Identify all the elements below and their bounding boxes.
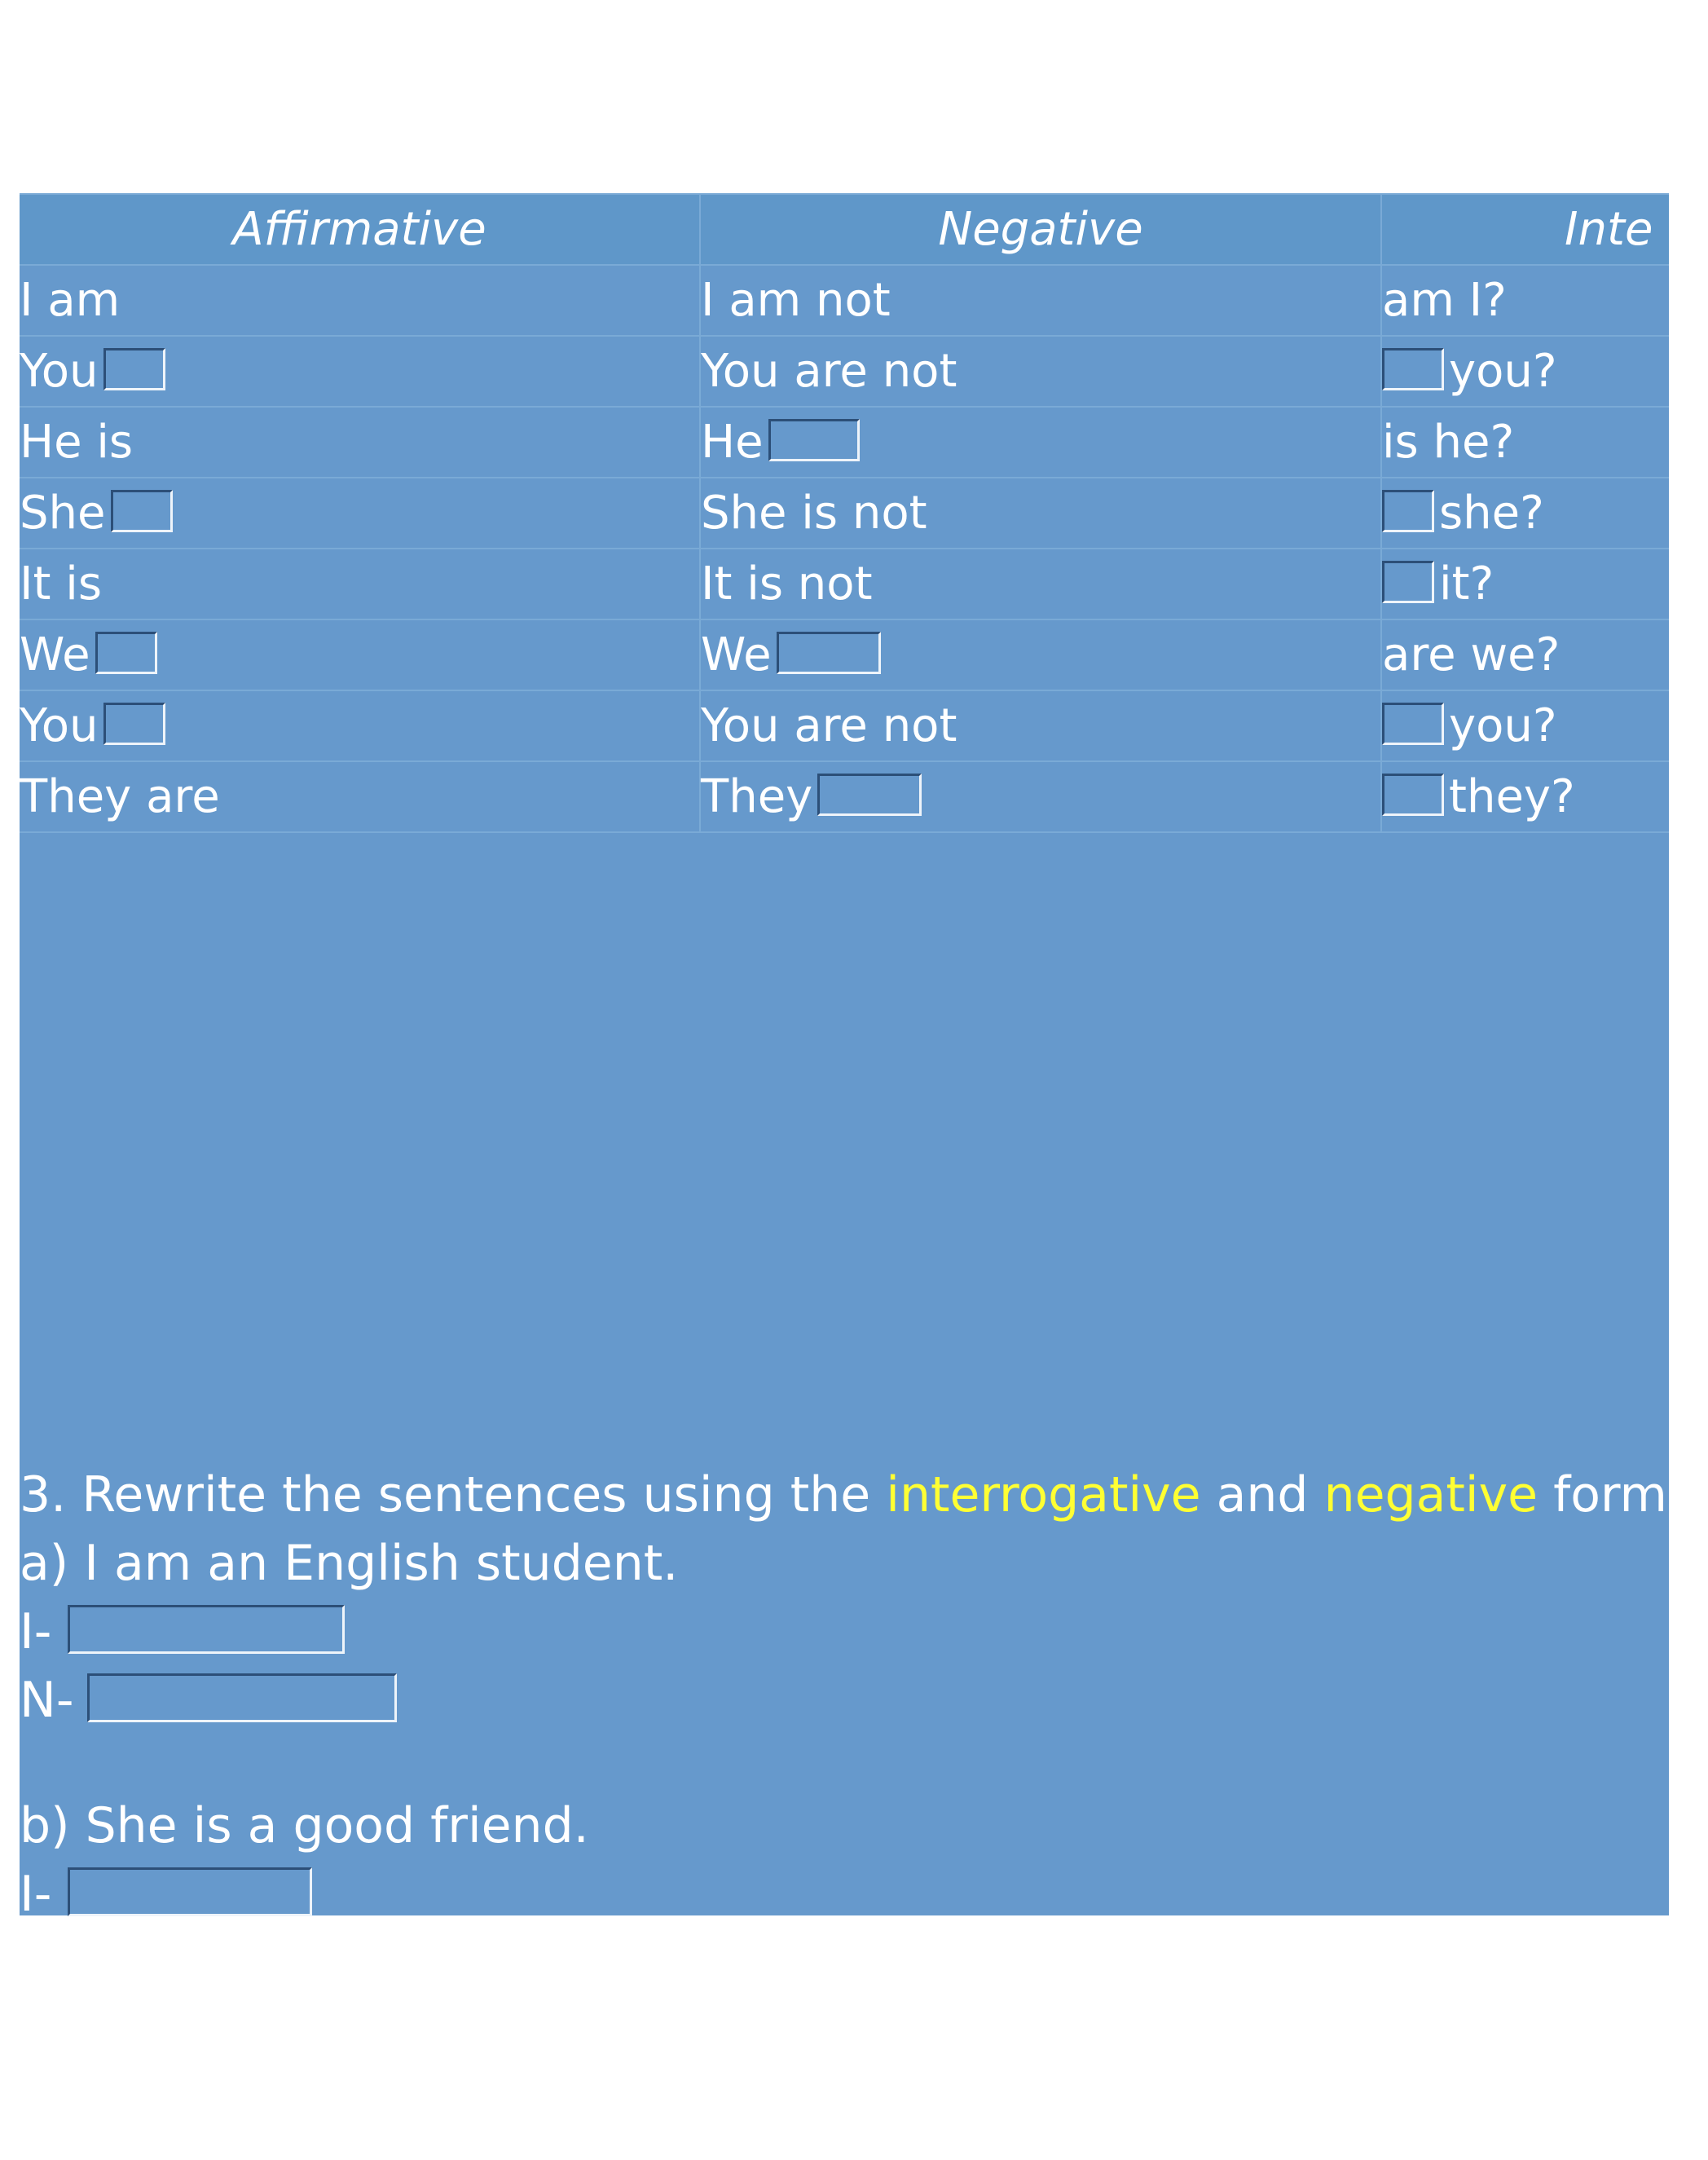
interrogative-text: it? <box>1439 558 1494 611</box>
interrogative-cell <box>1382 266 1669 335</box>
interrogative-cell <box>1382 620 1669 690</box>
instruction-highlight-negative: negative <box>1323 1466 1539 1523</box>
negative-text: I am not <box>701 274 891 327</box>
answer-line-negative <box>20 1666 1669 1735</box>
header-interrogative: Inte <box>1565 203 1653 256</box>
instruction-text: and <box>1200 1466 1324 1523</box>
affirmative-cell <box>20 691 701 760</box>
header-negative: Negative <box>701 195 1382 264</box>
affirmative-cell <box>20 620 701 690</box>
answer-box[interactable] <box>1382 490 1434 532</box>
negative-cell <box>701 762 1382 831</box>
affirmative-text: They are <box>20 770 220 823</box>
instruction-text: forms. <box>1538 1466 1708 1523</box>
answer-box[interactable] <box>103 703 165 745</box>
interrogative-text: are we? <box>1382 628 1561 681</box>
interrogative-cell <box>1382 478 1669 548</box>
affirmative-text: We <box>20 628 90 681</box>
negative-cell <box>701 337 1382 406</box>
affirmative-text: I am <box>20 274 121 327</box>
affirmative-text: It is <box>20 558 103 611</box>
table-row <box>20 549 1669 620</box>
worksheet-panel <box>20 193 1708 1923</box>
affirmative-cell <box>20 408 701 477</box>
answer-label: N- <box>20 1672 74 1729</box>
interrogative-cell <box>1382 408 1669 477</box>
negative-text: He <box>701 416 764 469</box>
negative-text: You are not <box>701 699 957 752</box>
negative-cell <box>701 549 1382 619</box>
negative-text: It is not <box>701 558 873 611</box>
negative-cell <box>701 478 1382 548</box>
answer-box[interactable] <box>1382 348 1444 390</box>
answer-box[interactable] <box>1382 561 1434 603</box>
header-affirmative: Affirmative <box>20 195 701 264</box>
rewrite-exercise <box>20 1461 1708 1929</box>
affirmative-cell <box>20 337 701 406</box>
answer-label: I- <box>20 1603 52 1660</box>
answer-box[interactable] <box>817 774 922 816</box>
table-row <box>20 408 1669 478</box>
affirmative-text: You <box>20 699 99 752</box>
affirmative-text: She <box>20 487 106 540</box>
table-row <box>20 691 1669 762</box>
verb-to-be-table <box>20 193 1669 833</box>
answer-line-interrogative <box>20 1598 1669 1666</box>
affirmative-cell <box>20 266 701 335</box>
negative-text: You are not <box>701 345 957 398</box>
negative-cell <box>701 620 1382 690</box>
interrogative-cell <box>1382 691 1669 760</box>
affirmative-text: He is <box>20 416 134 469</box>
interrogative-text: they? <box>1449 770 1575 823</box>
affirmative-text: You <box>20 345 99 398</box>
answer-box[interactable] <box>103 348 165 390</box>
negative-cell <box>701 691 1382 760</box>
interrogative-cell <box>1382 337 1669 406</box>
spacer <box>20 1735 1669 1792</box>
answer-line-interrogative <box>20 1860 1669 1929</box>
interrogative-text: am I? <box>1382 274 1507 327</box>
negative-text: She is not <box>701 487 927 540</box>
table-row <box>20 266 1669 337</box>
exercise-instruction <box>20 1461 1708 1529</box>
answer-box[interactable] <box>768 419 860 461</box>
table-row <box>20 478 1669 549</box>
negative-text: They <box>701 770 813 823</box>
interrogative-text: is he? <box>1382 416 1515 469</box>
instruction-highlight-interrogative: interrogative <box>886 1466 1201 1523</box>
instruction-text: 3. Rewrite the sentences using the <box>20 1466 887 1523</box>
negative-text: We <box>701 628 772 681</box>
answer-box[interactable] <box>1382 774 1444 816</box>
interrogative-cell <box>1382 762 1669 831</box>
answer-input[interactable] <box>87 1673 397 1722</box>
interrogative-text: she? <box>1439 487 1544 540</box>
exercise-item-b: b) She is a good friend. <box>20 1797 589 1854</box>
table-row <box>20 620 1669 691</box>
table-row <box>20 337 1669 408</box>
answer-box[interactable] <box>777 632 881 674</box>
negative-cell <box>701 408 1382 477</box>
table-row <box>20 762 1669 833</box>
answer-input[interactable] <box>68 1605 345 1654</box>
affirmative-cell <box>20 549 701 619</box>
interrogative-text: you? <box>1449 345 1557 398</box>
interrogative-text: you? <box>1449 699 1557 752</box>
answer-box[interactable] <box>111 490 173 532</box>
affirmative-cell <box>20 762 701 831</box>
exercise-item-a: a) I am an English student. <box>20 1535 679 1592</box>
answer-input[interactable] <box>68 1867 312 1916</box>
answer-box[interactable] <box>1382 703 1444 745</box>
table-header-row <box>20 195 1669 266</box>
answer-label: I- <box>20 1866 52 1923</box>
affirmative-cell <box>20 478 701 548</box>
interrogative-cell <box>1382 549 1669 619</box>
negative-cell <box>701 266 1382 335</box>
answer-box[interactable] <box>95 632 157 674</box>
